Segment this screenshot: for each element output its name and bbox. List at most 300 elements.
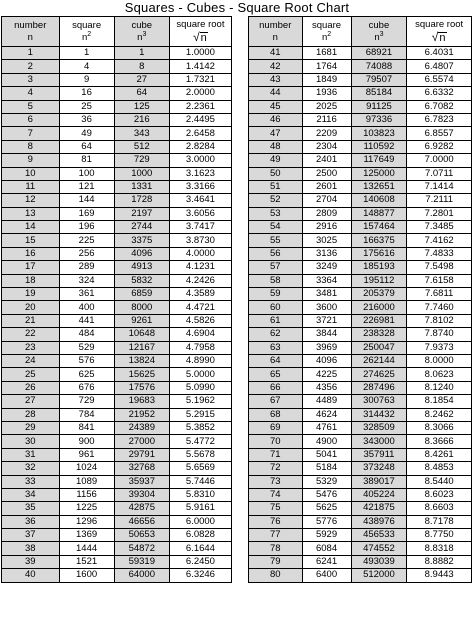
cell-number: 10 (2, 167, 60, 180)
cell-square: 1936 (302, 87, 351, 100)
cell-sqrt: 4.1231 (169, 261, 231, 274)
cell-cube: 39304 (114, 488, 169, 501)
cell-cube: 438976 (351, 515, 407, 528)
cell-number: 5 (2, 100, 60, 113)
cell-sqrt: 7.1414 (407, 180, 472, 193)
cell-sqrt: 8.0000 (407, 354, 472, 367)
table-row (2, 435, 232, 448)
cell-square: 1521 (59, 555, 114, 568)
header-square-exp: 2 (327, 30, 332, 38)
table-row (2, 113, 232, 126)
cell-sqrt: 8.0623 (407, 368, 472, 381)
chart-table-right (248, 16, 472, 583)
cell-number: 76 (249, 515, 303, 528)
cell-number: 57 (249, 261, 303, 274)
cell-number: 53 (249, 207, 303, 220)
cell-number: 18 (2, 274, 60, 287)
table-row (2, 194, 232, 207)
cell-square: 4225 (302, 368, 351, 381)
cell-cube: 205379 (351, 288, 407, 301)
cell-sqrt: 4.4721 (169, 301, 231, 314)
table-row (2, 127, 232, 140)
cell-number: 44 (249, 87, 303, 100)
cell-cube: 74088 (351, 60, 407, 73)
table-row (249, 60, 472, 73)
cell-number: 38 (2, 542, 60, 555)
cell-cube: 1000 (114, 167, 169, 180)
cell-number: 24 (2, 354, 60, 367)
table-row (249, 154, 472, 167)
cell-sqrt: 1.0000 (169, 47, 231, 60)
cell-number: 75 (249, 502, 303, 515)
cell-cube: 1331 (114, 180, 169, 193)
cell-number: 35 (2, 502, 60, 515)
cell-number: 51 (249, 180, 303, 193)
table-row (249, 314, 472, 327)
cell-cube: 68921 (351, 47, 407, 60)
table-row (2, 368, 232, 381)
cell-number: 47 (249, 127, 303, 140)
cell-sqrt: 6.4807 (407, 60, 472, 73)
cell-sqrt: 4.5826 (169, 314, 231, 327)
table-row (249, 167, 472, 180)
cell-square: 1089 (59, 475, 114, 488)
cell-sqrt: 8.7750 (407, 529, 472, 542)
table-row (2, 488, 232, 501)
table-row (2, 100, 232, 113)
cell-cube: 79507 (351, 73, 407, 86)
cell-number: 31 (2, 448, 60, 461)
cell-sqrt: 5.5678 (169, 448, 231, 461)
cell-square: 5929 (302, 529, 351, 542)
table-row (2, 221, 232, 234)
cell-square: 5329 (302, 475, 351, 488)
page-title: Squares - Cubes - Square Root Chart (124, 0, 350, 15)
cell-number: 27 (2, 395, 60, 408)
table-row (2, 274, 232, 287)
header-square-exp: 2 (87, 30, 92, 38)
table-row (249, 207, 472, 220)
cell-sqrt: 6.4031 (407, 47, 472, 60)
header-square-sub: n (321, 31, 328, 43)
table-row (249, 180, 472, 193)
cell-sqrt: 6.9282 (407, 140, 472, 153)
cell-number: 2 (2, 60, 60, 73)
cell-square: 2025 (302, 100, 351, 113)
cell-square: 576 (59, 354, 114, 367)
cell-number: 28 (2, 408, 60, 421)
cell-number: 22 (2, 328, 60, 341)
cell-sqrt: 6.6332 (407, 87, 472, 100)
cell-cube: 729 (114, 154, 169, 167)
table-row (249, 435, 472, 448)
cell-cube: 10648 (114, 328, 169, 341)
table-row (2, 341, 232, 354)
header-square-label: square (312, 19, 342, 31)
cell-square: 3364 (302, 274, 351, 287)
cell-number: 48 (249, 140, 303, 153)
cell-square: 2500 (302, 167, 351, 180)
cell-cube: 59319 (114, 555, 169, 568)
table-row (249, 462, 472, 475)
cell-sqrt: 3.0000 (169, 154, 231, 167)
cell-number: 55 (249, 234, 303, 247)
cell-sqrt: 1.4142 (169, 60, 231, 73)
cell-sqrt: 8.6603 (407, 502, 472, 515)
cell-number: 69 (249, 421, 303, 434)
cell-cube: 389017 (351, 475, 407, 488)
cell-cube: 512 (114, 140, 169, 153)
cell-number: 9 (2, 154, 60, 167)
cell-square: 3969 (302, 341, 351, 354)
cell-sqrt: 6.8557 (407, 127, 472, 140)
table-row (2, 73, 232, 86)
table-row (249, 381, 472, 394)
cell-square: 441 (59, 314, 114, 327)
table-row (249, 569, 472, 582)
cell-sqrt: 5.3852 (169, 421, 231, 434)
table-row (249, 341, 472, 354)
cell-cube: 1728 (114, 194, 169, 207)
table-row (249, 475, 472, 488)
cell-cube: 1 (114, 47, 169, 60)
cell-number: 65 (249, 368, 303, 381)
cell-number: 49 (249, 154, 303, 167)
cell-sqrt: 5.2915 (169, 408, 231, 421)
cell-cube: 185193 (351, 261, 407, 274)
cell-square: 6241 (302, 555, 351, 568)
header-square (302, 17, 351, 47)
cell-cube: 2197 (114, 207, 169, 220)
cell-sqrt: 8.9443 (407, 569, 472, 582)
cell-number: 74 (249, 488, 303, 501)
table-row (249, 73, 472, 86)
cell-sqrt: 4.6904 (169, 328, 231, 341)
header-sqrt (169, 17, 231, 47)
cell-number: 67 (249, 395, 303, 408)
cell-square: 961 (59, 448, 114, 461)
cell-cube: 8000 (114, 301, 169, 314)
header-cube-sub: n (137, 31, 143, 43)
table-row (2, 529, 232, 542)
cell-sqrt: 7.9373 (407, 341, 472, 354)
cell-square: 676 (59, 381, 114, 394)
cell-square: 49 (59, 127, 114, 140)
cell-square: 1225 (59, 502, 114, 515)
cell-cube: 24389 (114, 421, 169, 434)
cell-cube: 117649 (351, 154, 407, 167)
table-row (2, 234, 232, 247)
cell-sqrt: 2.6458 (169, 127, 231, 140)
cell-sqrt: 7.4833 (407, 247, 472, 260)
cell-cube: 32768 (114, 462, 169, 475)
cell-cube: 9261 (114, 314, 169, 327)
cell-number: 58 (249, 274, 303, 287)
table-row (249, 247, 472, 260)
cell-square: 36 (59, 113, 114, 126)
cell-square: 3481 (302, 288, 351, 301)
cell-cube: 140608 (351, 194, 407, 207)
cell-number: 16 (2, 247, 60, 260)
cell-sqrt: 4.7958 (169, 341, 231, 354)
table-row (249, 274, 472, 287)
cell-number: 25 (2, 368, 60, 381)
cell-square: 16 (59, 87, 114, 100)
header-number (2, 17, 60, 47)
cell-sqrt: 8.5440 (407, 475, 472, 488)
cell-sqrt: 8.4853 (407, 462, 472, 475)
cell-number: 11 (2, 180, 60, 193)
cell-cube: 314432 (351, 408, 407, 421)
cell-square: 64 (59, 140, 114, 153)
cell-square: 225 (59, 234, 114, 247)
cell-number: 61 (249, 314, 303, 327)
cell-sqrt: 6.7082 (407, 100, 472, 113)
cell-square: 2116 (302, 113, 351, 126)
cell-square: 2601 (302, 180, 351, 193)
header-sqrt (407, 17, 472, 47)
cell-cube: 27 (114, 73, 169, 86)
cell-square: 196 (59, 221, 114, 234)
cell-number: 12 (2, 194, 60, 207)
cell-cube: 405224 (351, 488, 407, 501)
cell-sqrt: 2.8284 (169, 140, 231, 153)
cell-number: 37 (2, 529, 60, 542)
cell-cube: 328509 (351, 421, 407, 434)
table-row (249, 488, 472, 501)
cell-square: 1024 (59, 462, 114, 475)
cell-sqrt: 7.5498 (407, 261, 472, 274)
cell-number: 20 (2, 301, 60, 314)
cell-cube: 357911 (351, 448, 407, 461)
cell-square: 121 (59, 180, 114, 193)
cell-sqrt: 4.0000 (169, 247, 231, 260)
table-row (2, 328, 232, 341)
cell-square: 625 (59, 368, 114, 381)
cell-sqrt: 2.0000 (169, 87, 231, 100)
table-row (249, 127, 472, 140)
cell-cube: 29791 (114, 448, 169, 461)
cell-square: 100 (59, 167, 114, 180)
cell-sqrt: 8.6023 (407, 488, 472, 501)
table-row (249, 328, 472, 341)
cell-sqrt: 2.4495 (169, 113, 231, 126)
cell-sqrt: 6.0828 (169, 529, 231, 542)
cell-square: 484 (59, 328, 114, 341)
table-row (2, 569, 232, 582)
cell-square: 3025 (302, 234, 351, 247)
cell-sqrt: 4.3589 (169, 288, 231, 301)
table-header (2, 17, 232, 47)
cell-number: 70 (249, 435, 303, 448)
cell-square: 5041 (302, 448, 351, 461)
cell-cube: 3375 (114, 234, 169, 247)
cell-number: 62 (249, 328, 303, 341)
cell-sqrt: 5.8310 (169, 488, 231, 501)
cell-square: 169 (59, 207, 114, 220)
table-row (2, 314, 232, 327)
table-row (2, 180, 232, 193)
cell-sqrt: 3.7417 (169, 221, 231, 234)
cell-square: 289 (59, 261, 114, 274)
cell-cube: 125000 (351, 167, 407, 180)
table-body-right (249, 47, 472, 583)
cell-number: 72 (249, 462, 303, 475)
cell-number: 60 (249, 301, 303, 314)
chart-table-left (1, 16, 232, 583)
table-row (2, 462, 232, 475)
cell-number: 40 (2, 569, 60, 582)
cell-number: 32 (2, 462, 60, 475)
cell-cube: 456533 (351, 529, 407, 542)
cell-sqrt: 4.8990 (169, 354, 231, 367)
cell-sqrt: 6.5574 (407, 73, 472, 86)
cell-sqrt: 3.4641 (169, 194, 231, 207)
cell-sqrt: 7.3485 (407, 221, 472, 234)
cell-number: 17 (2, 261, 60, 274)
header-number-sub: n (27, 31, 33, 43)
cell-number: 71 (249, 448, 303, 461)
cell-number: 13 (2, 207, 60, 220)
table-row (2, 60, 232, 73)
cell-sqrt: 6.3246 (169, 569, 231, 582)
cell-square: 4900 (302, 435, 351, 448)
cell-sqrt: 3.1623 (169, 167, 231, 180)
cell-sqrt: 6.7823 (407, 113, 472, 126)
cell-number: 78 (249, 542, 303, 555)
table-row (2, 354, 232, 367)
cell-cube: 110592 (351, 140, 407, 153)
cell-number: 29 (2, 421, 60, 434)
cell-cube: 91125 (351, 100, 407, 113)
cell-sqrt: 7.8102 (407, 314, 472, 327)
cell-square: 784 (59, 408, 114, 421)
cell-number: 46 (249, 113, 303, 126)
cell-cube: 46656 (114, 515, 169, 528)
header-cube (114, 17, 169, 47)
cell-cube: 13824 (114, 354, 169, 367)
cell-sqrt: 6.0000 (169, 515, 231, 528)
cell-cube: 421875 (351, 502, 407, 515)
cell-square: 5476 (302, 488, 351, 501)
cell-number: 23 (2, 341, 60, 354)
cell-sqrt: 1.7321 (169, 73, 231, 86)
cell-sqrt: 3.6056 (169, 207, 231, 220)
table-row (249, 448, 472, 461)
cell-cube: 512000 (351, 569, 407, 582)
cell-square: 4624 (302, 408, 351, 421)
cell-cube: 12167 (114, 341, 169, 354)
cell-square: 2704 (302, 194, 351, 207)
cell-square: 3249 (302, 261, 351, 274)
header-number-sub: n (272, 31, 278, 43)
table-header (249, 17, 472, 47)
sqrt-symbol-icon: √ (193, 29, 200, 44)
cell-sqrt: 2.2361 (169, 100, 231, 113)
table-row (2, 555, 232, 568)
cell-cube: 50653 (114, 529, 169, 542)
table-row (249, 234, 472, 247)
cell-square: 4761 (302, 421, 351, 434)
cell-number: 42 (249, 60, 303, 73)
cell-cube: 19683 (114, 395, 169, 408)
table-row (2, 261, 232, 274)
cell-cube: 493039 (351, 555, 407, 568)
cell-cube: 157464 (351, 221, 407, 234)
header-cube-exp: 3 (142, 30, 147, 38)
cell-square: 5625 (302, 502, 351, 515)
cell-number: 4 (2, 87, 60, 100)
cell-sqrt: 4.2426 (169, 274, 231, 287)
cell-number: 50 (249, 167, 303, 180)
cell-square: 324 (59, 274, 114, 287)
cell-number: 45 (249, 100, 303, 113)
header-number (249, 17, 303, 47)
table-row (249, 87, 472, 100)
cell-sqrt: 7.2111 (407, 194, 472, 207)
cell-square: 1369 (59, 529, 114, 542)
cell-sqrt: 5.9161 (169, 502, 231, 515)
cell-square: 1296 (59, 515, 114, 528)
cell-number: 41 (249, 47, 303, 60)
table-row (2, 421, 232, 434)
cell-cube: 262144 (351, 354, 407, 367)
cell-number: 3 (2, 73, 60, 86)
table-row (249, 555, 472, 568)
cell-cube: 5832 (114, 274, 169, 287)
table-row (249, 194, 472, 207)
cell-square: 256 (59, 247, 114, 260)
header-sqrt-sub: n (439, 31, 446, 44)
header-sqrt-label: square root (176, 18, 225, 30)
cell-cube: 64 (114, 87, 169, 100)
cell-sqrt: 8.3066 (407, 421, 472, 434)
cell-square: 81 (59, 154, 114, 167)
cell-sqrt: 8.1240 (407, 381, 472, 394)
table-row (2, 448, 232, 461)
table-row (2, 395, 232, 408)
cell-number: 52 (249, 194, 303, 207)
cell-cube: 274625 (351, 368, 407, 381)
cell-square: 400 (59, 301, 114, 314)
cell-cube: 474552 (351, 542, 407, 555)
table-row (2, 154, 232, 167)
cell-cube: 15625 (114, 368, 169, 381)
cell-sqrt: 8.4261 (407, 448, 472, 461)
cell-number: 80 (249, 569, 303, 582)
table-row (2, 515, 232, 528)
table-row (249, 261, 472, 274)
table-row (249, 354, 472, 367)
cell-square: 2304 (302, 140, 351, 153)
cell-square: 25 (59, 100, 114, 113)
table-row (249, 502, 472, 515)
cell-cube: 85184 (351, 87, 407, 100)
header-square (59, 17, 114, 47)
header-cube-label: cube (368, 19, 390, 31)
cell-number: 33 (2, 475, 60, 488)
cell-cube: 8 (114, 60, 169, 73)
cell-cube: 175616 (351, 247, 407, 260)
table-row (2, 47, 232, 60)
table-row (249, 529, 472, 542)
cell-sqrt: 7.2801 (407, 207, 472, 220)
cell-sqrt: 8.8882 (407, 555, 472, 568)
table-row (249, 408, 472, 421)
cell-sqrt: 6.1644 (169, 542, 231, 555)
cell-square: 1600 (59, 569, 114, 582)
cell-square: 4489 (302, 395, 351, 408)
